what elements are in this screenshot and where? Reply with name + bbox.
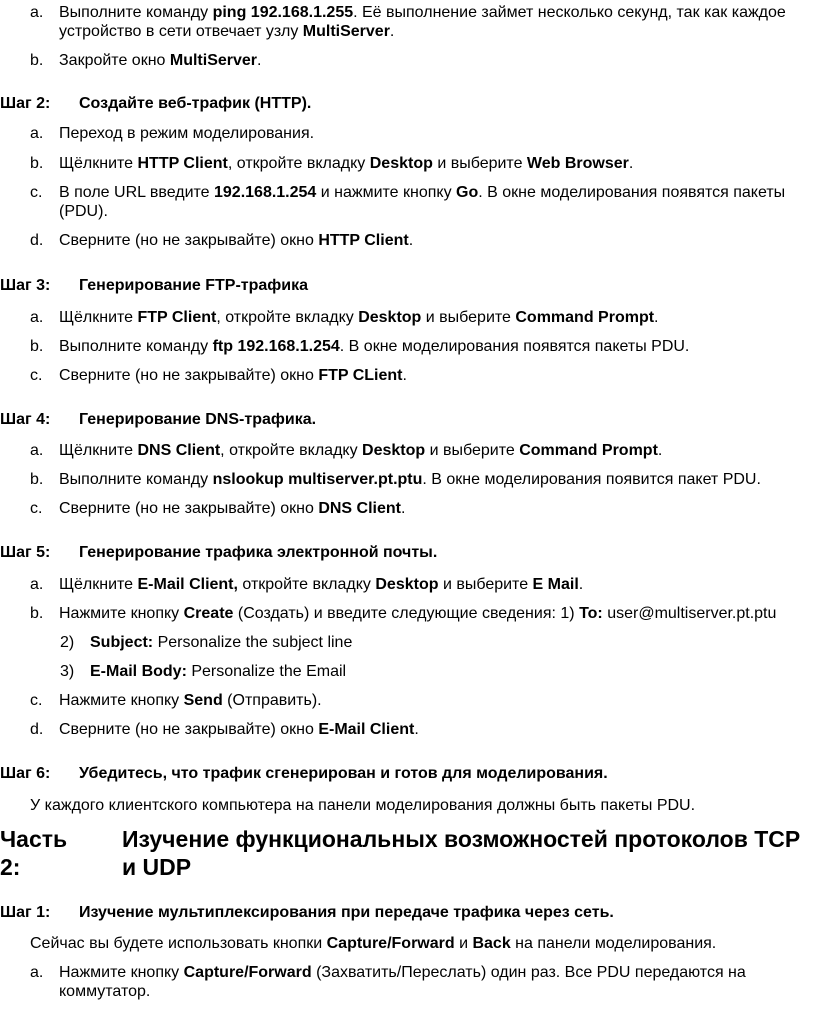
item-marker: b.	[30, 471, 44, 488]
item-text: E-Mail Body: Personalize the Email	[90, 663, 347, 680]
item-marker: c.	[30, 367, 43, 384]
item-text: Щёлкните HTTP Client, откройте вкладку Desktop и выберите Web Browser.	[59, 155, 634, 172]
item-text: Щёлкните DNS Client, откройте вкладку Desktop и выберите Command Prompt.	[59, 442, 663, 459]
step-title: Генерирование DNS-трафика.	[79, 411, 317, 428]
item-text: Нажмите кнопку Create (Создать) и введите следующие сведения: 1) To: user@multiserver.pt.ptu	[59, 605, 777, 622]
step-title: Изучение мультиплексирования при передаче трафика через сеть.	[79, 904, 614, 921]
item-marker: a.	[30, 964, 44, 981]
item-text: Закройте окно MultiServer.	[59, 52, 262, 69]
item-text: Нажмите кнопку Capture/Forward (Захватить/Переслать) один раз. Все PDU передаются на коммутатор.	[59, 964, 746, 1000]
item-marker: 2)	[60, 634, 75, 651]
item-text: Сверните (но не закрывайте) окно DNS Client.	[59, 500, 406, 517]
paragraph: У каждого клиентского компьютера на панели моделирования должны быть пакеты PDU.	[30, 797, 696, 814]
step-title: Создайте веб-трафик (HTTP).	[79, 95, 312, 112]
item-marker: b.	[30, 338, 44, 355]
part-title: Изучение функциональных возможностей протоколов TCP и UDP	[122, 826, 800, 880]
item-text: Сверните (но не закрывайте) окно E-Mail Client.	[59, 721, 419, 738]
item-text: Переход в режим моделирования.	[59, 125, 315, 142]
step-number: Шаг 6:	[0, 765, 51, 782]
item-marker: a.	[30, 4, 44, 21]
item-text: Subject: Personalize the subject line	[90, 634, 353, 651]
item-text: Выполните команду ping 192.168.1.255. Её выполнение займет несколько секунд, так как каждое устройство в сети отвечает узлу MultiServer.	[59, 4, 786, 40]
item-text: Щёлкните FTP Client, откройте вкладку Desktop и выберите Command Prompt.	[59, 309, 659, 326]
item-marker: c.	[30, 500, 43, 517]
step-title: Убедитесь, что трафик сгенерирован и готов для моделирования.	[79, 765, 608, 782]
step-number: Шаг 3:	[0, 277, 51, 294]
item-text: Сверните (но не закрывайте) окно HTTP Client.	[59, 232, 414, 249]
item-marker: b.	[30, 52, 44, 69]
item-text: Выполните команду nslookup multiserver.pt.ptu. В окне моделирования появится пакет PDU.	[59, 471, 761, 488]
item-marker: c.	[30, 184, 43, 201]
step-title: Генерирование трафика электронной почты.	[79, 544, 438, 561]
item-text: Нажмите кнопку Send (Отправить).	[59, 692, 322, 709]
item-marker: a.	[30, 309, 44, 326]
item-marker: d.	[30, 721, 44, 738]
item-marker: b.	[30, 605, 44, 622]
step-title: Генерирование FTP-трафика	[79, 277, 309, 294]
step-number: Шаг 5:	[0, 544, 51, 561]
item-marker: 3)	[60, 663, 75, 680]
step-number: Шаг 2:	[0, 95, 51, 112]
item-text: В поле URL введите 192.168.1.254 и нажмите кнопку Go. В окне моделирования появятся пакеты (PDU).	[59, 184, 786, 220]
item-text: Сверните (но не закрывайте) окно FTP CLient.	[59, 367, 407, 384]
item-marker: c.	[30, 692, 43, 709]
item-text: Щёлкните E-Mail Client, откройте вкладку Desktop и выберите E Mail.	[59, 576, 584, 593]
item-marker: b.	[30, 155, 44, 172]
paragraph: Сейчас вы будете использовать кнопки Capture/Forward и Back на панели моделирования.	[30, 935, 717, 952]
item-marker: d.	[30, 232, 44, 249]
step-number: Шаг 4:	[0, 411, 51, 428]
item-marker: a.	[30, 442, 44, 459]
part-number: Часть 2:	[0, 826, 68, 880]
item-text: Выполните команду ftp 192.168.1.254. В окне моделирования появятся пакеты PDU.	[59, 338, 690, 355]
item-marker: a.	[30, 125, 44, 142]
item-marker: a.	[30, 576, 44, 593]
step-number: Шаг 1:	[0, 904, 51, 921]
